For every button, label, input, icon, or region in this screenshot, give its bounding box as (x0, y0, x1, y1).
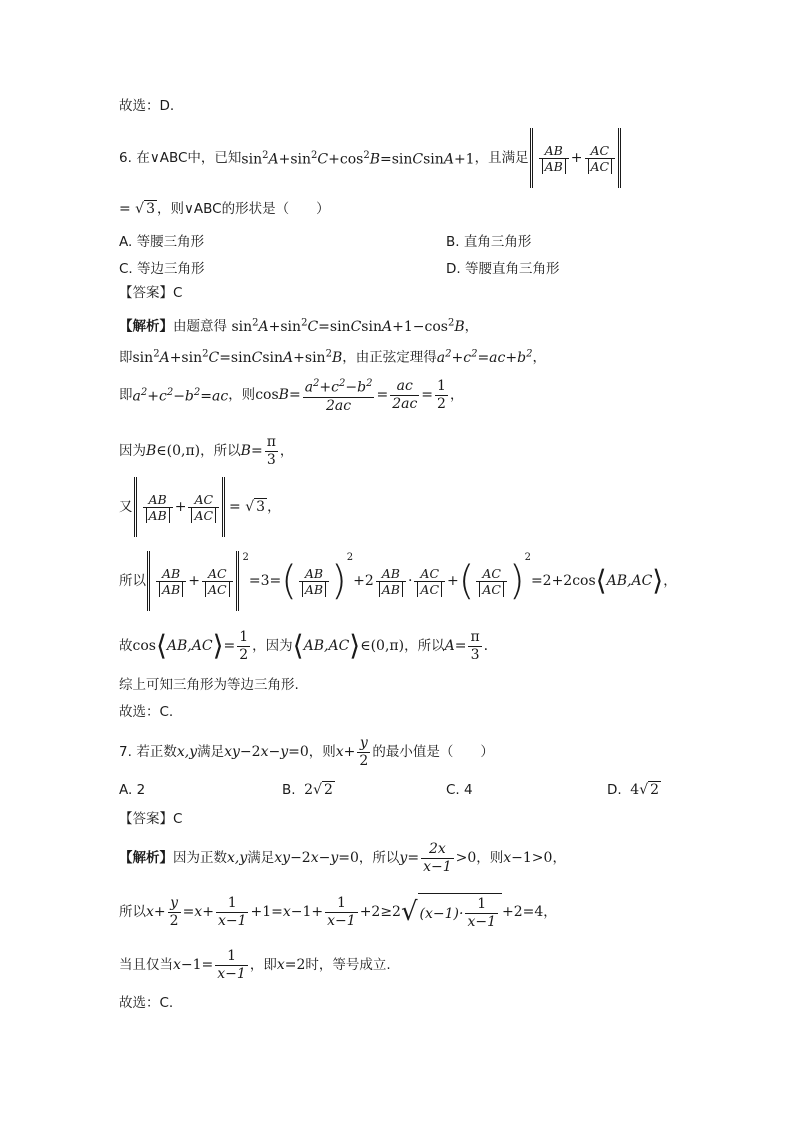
q6-option-a: A. 等腰三角形 (119, 234, 205, 250)
norm-bar-right (236, 551, 242, 611)
q7-answer: 【答案】C (119, 811, 183, 827)
q7-option-d: D. 4√ 2 (607, 782, 660, 798)
q7-analysis-l3-b: ，即 (249, 957, 277, 973)
unit-vector-ac: $\frac{AC}{AC}$ (585, 143, 616, 174)
q6-analysis-label: 【解析】 (119, 318, 173, 335)
q6-analysis-l7-prefix: 故 (119, 638, 133, 654)
q7-option-c: C. 4 (446, 782, 473, 798)
q6-analysis-l3-mid: ，则 (228, 387, 256, 403)
q7-analysis-l1: 【解析】 因为正数 x,y 满足 xy −2 x − y =0 ，所以 y = $\frac{2x}{x-1}$ >0 ，则 x −1>0 ， (119, 840, 566, 875)
q6-analysis-l5-prefix: 又 (119, 499, 133, 515)
q6-conclusion: 故选：C. (119, 704, 174, 720)
q6-analysis-l1: 【解析】由题意得 $\sin^2A+\sin^2C=sinCsinA+1-\cos^2B$， (119, 317, 479, 335)
q7-conclusion: 故选：C. (119, 995, 174, 1011)
q7-stem-mid2: ，则 (308, 744, 336, 760)
q7-option-b-label: B. (282, 782, 296, 798)
q6-analysis-l7-mid1: ，因为 (252, 638, 293, 654)
norm-bar-left (134, 477, 140, 537)
cos-b-fraction: $\frac{a^2+c^2-b^2}{2ac}$ (303, 375, 375, 415)
q6-analysis-l4: 因为 B∈(0,π) ，所以 B= $\frac{\pi}{3}$ ， (119, 433, 294, 468)
q5-conclusion: 故选：D. (119, 98, 175, 114)
q6-analysis-l4-prefix: 因为 (119, 443, 146, 459)
q6-analysis-l3-prefix: 即 (119, 387, 133, 403)
q6-analysis-l2-prefix: 即 (119, 349, 133, 366)
q6-option-b: B. 直角三角形 (446, 234, 532, 250)
q6-stem-line1: 6. 在∨ABC中，已知 $\sin^2A+\sin^2C+\cos^2B=sinCsinA+1$ ，且满足 AB AB + $\frac{AC}{AC}$ (119, 130, 625, 186)
q6-option-c: C. 等边三角形 (119, 261, 205, 277)
q6-stem-mid: ，且满足 (474, 150, 529, 166)
q7-analysis-l3-a: 当且仅当 (119, 957, 173, 973)
norm-bar-left (530, 128, 536, 188)
q6-analysis-l2: 即$\sin^2A+\sin^2C=sinCsinA+\sin^2B$，由正弦定理得$a^2+c^2=ac+b^2$， (119, 348, 546, 366)
unit-vector-ab: AB AB (143, 492, 173, 523)
q7-number: 7. (119, 744, 132, 760)
q7-analysis-l1-d: ，则 (476, 850, 504, 866)
q7-option-b: B. 2√ 2 (282, 782, 333, 798)
q7-analysis-l1-b: 满足 (247, 850, 275, 866)
q7-analysis-l1-a: 因为正数 (173, 850, 227, 866)
q6-analysis-l5: 又 AB AB + $\frac{AC}{AC}$ = √ 3 ， (119, 478, 281, 536)
q7-analysis-l3-c: 时，等号成立. (305, 957, 391, 973)
q6-analysis-l1-text: 由题意得 (173, 318, 227, 335)
q7-analysis-l2: 所以 x + $\frac{y}{2}$ = x + $\frac{1}{x-1}$ +1= x −1+ $\frac{1}{x-1}$ +2≥2 √ (x−1)· $\frac{1}{x-1}$ +2=4 ， (119, 894, 557, 930)
unit-vector-ac: $\frac{AC}{AC}$ (188, 492, 219, 523)
q6-equation: $\sin^2A+\sin^2C+\cos^2B=sinCsinA+1$ (241, 150, 475, 168)
unit-vector-ab: AB AB (539, 143, 569, 174)
q6-analysis-l6-prefix: 所以 (119, 573, 146, 589)
norm-bar-left (147, 551, 153, 611)
q6-option-d: D. 等腰直角三角形 (446, 261, 560, 277)
q7-stem: 7. 若正数 x,y 满足 xy −2 x − y =0 ，则 x + $\frac{y}{2}$ 的最小值是（ ） (119, 734, 494, 769)
q7-stem-mid: 满足 (197, 744, 225, 760)
q7-stem-prefix: 若正数 (136, 744, 177, 760)
q6-analysis-l7: 故 cos ⟨ AB,AC ⟩ = $\frac{1}{2}$ ，因为 ⟨ AB,AC ⟩ ∈(0,π) ，所以 A= $\frac{\pi}{3}$ . (119, 628, 489, 663)
q6-analysis-l3: 即 $a^2+c^2-b^2=ac$ ，则 cosB= $\frac{a^2+c^2-b^2}{2ac}$ = $\frac{ac}{2ac}$ = $\frac{1}{2}$ ， (119, 374, 463, 416)
q6-question: ，则∨ABC的形状是（ ） (157, 201, 330, 217)
q6-analysis-l2-mid: ，由正弦定理得 (342, 349, 437, 366)
q6-analysis-l7-mid2: ，所以 (404, 638, 445, 654)
q6-analysis-l8: 综上可知三角形为等边三角形. (119, 677, 299, 693)
q6-stem-line2: = √ 3 ，则∨ABC的形状是（ ） (119, 201, 330, 217)
q7-option-d-label: D. (607, 782, 622, 798)
q6-answer: 【答案】C (119, 285, 183, 301)
q6-analysis-l4-mid: ，所以 (200, 443, 241, 459)
norm-bar-right (618, 128, 624, 188)
norm-bar-right (222, 477, 228, 537)
q7-analysis-l3: 当且仅当 x −1= $\frac{1}{x-1}$ ，即 x =2 时，等号成立. (119, 947, 391, 982)
q7-analysis-l2-prefix: 所以 (119, 904, 146, 920)
q6-stem-prefix: 在∨ABC中，已知 (136, 150, 242, 166)
q7-analysis-l1-c: ，所以 (358, 850, 400, 866)
q6-number: 6. (119, 150, 132, 166)
q7-option-a: A. 2 (119, 782, 146, 798)
q7-stem-suffix: 的最小值是（ ） (372, 744, 494, 760)
q7-analysis-label: 【解析】 (119, 850, 173, 866)
q6-analysis-l6: 所以 AB AB + $\frac{AC}{AC}$ 2 =3= ( AB AB ) 2 +2 AB AB · AC AC + ( AC AC ) 2 =2+2cos ⟨ AB,AC ⟩ ， (119, 548, 677, 614)
